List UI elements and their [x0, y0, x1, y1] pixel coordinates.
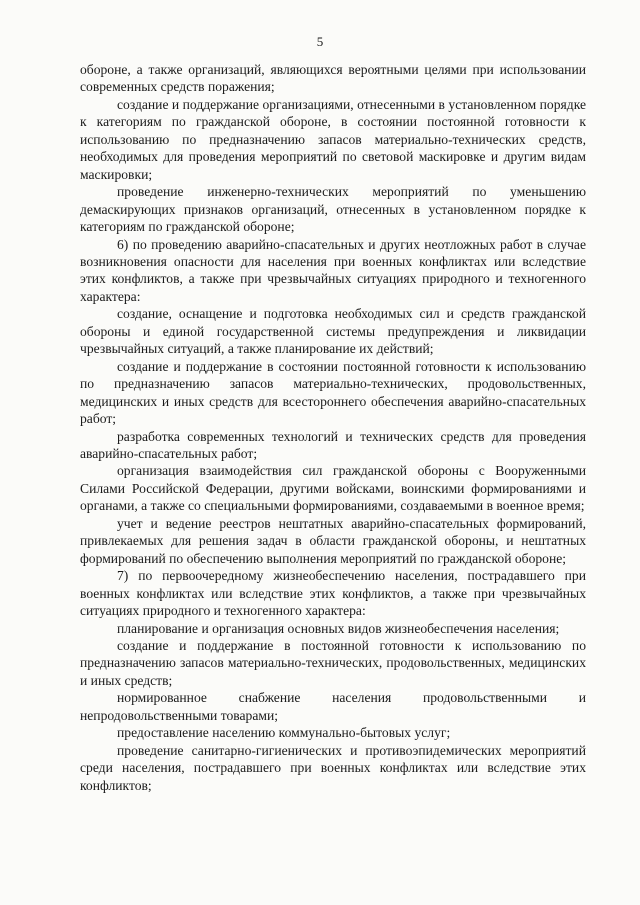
paragraph: 7) по первоочередному жизнеобеспечению населения, пострадавшего при военных конфликтах или вследствие этих конфликтов, а также при чрезвычайных ситуациях природного и техногенного характера: [80, 568, 586, 619]
document-body [80, 61, 586, 794]
paragraph: разработка современных технологий и технических средств для проведения аварийно-спасательных работ; [80, 428, 586, 461]
paragraph: создание и поддержание в постоянной готовности к использованию по предназначению запасов материально-технических, продовольственных, медицинских и иных средств; [80, 637, 586, 688]
paragraph: создание и поддержание организациями, отнесенными в установленном порядке к категориям по гражданской обороне, в состоянии постоянной готовности к использованию по предназначению запасов материально-технических средств, необходимых для проведения мероприятий по световой маскировке и другим видам маскировки; [80, 96, 586, 182]
paragraph: предоставление населению коммунально-бытовых услуг; [117, 725, 451, 741]
paragraph: учет и ведение реестров нештатных аварийно-спасательных формирований, привлекаемых для решения задач в области гражданской обороны, и нештатных формирований по обеспечению выполнения мероприятий по гражданской обороне; [80, 515, 586, 566]
paragraph: нормированное снабжение населения продовольственными и непродовольственными товарами; [80, 690, 586, 723]
paragraph: планирование и организация основных видов жизнеобеспечения населения; [117, 620, 560, 636]
page-number: 5 [316, 34, 324, 49]
paragraph: организация взаимодействия сил гражданской обороны с Вооруженными Силами Российской Федерации, другими войсками, воинскими формированиями и органами, а также со специальными формированиями, создаваемыми в военное время; [80, 463, 586, 514]
paragraph: 6) по проведению аварийно-спасательных и других неотложных работ в случае возникновения опасности для населения при военных конфликтах или вследствие этих конфликтов, а также при чрезвычайных ситуациях природного и техногенного характера: [80, 236, 586, 304]
paragraph: обороне, а также организаций, являющихся вероятными целями при использовании современных средств поражения; [80, 62, 586, 95]
paragraph: проведение инженерно-технических мероприятий по уменьшению демаскирующих признаков организаций, отнесенных в установленном порядке к категориям по гражданской обороне; [80, 184, 586, 235]
paragraph: создание, оснащение и подготовка необходимых сил и средств гражданской обороны и единой государственной системы предупреждения и ликвидации чрезвычайных ситуаций, а также планирование их действий; [80, 306, 586, 357]
paragraph: проведение санитарно-гигиенических и противоэпидемических мероприятий среди населения, пострадавшего при военных конфликтах или вследствие этих конфликтов; [80, 742, 586, 793]
paragraph: создание и поддержание в состоянии постоянной готовности к использованию по предназначению запасов материально-технических, продовольственных, медицинских и иных средств для всестороннего обеспечения аварийно-спасательных работ; [80, 358, 586, 427]
